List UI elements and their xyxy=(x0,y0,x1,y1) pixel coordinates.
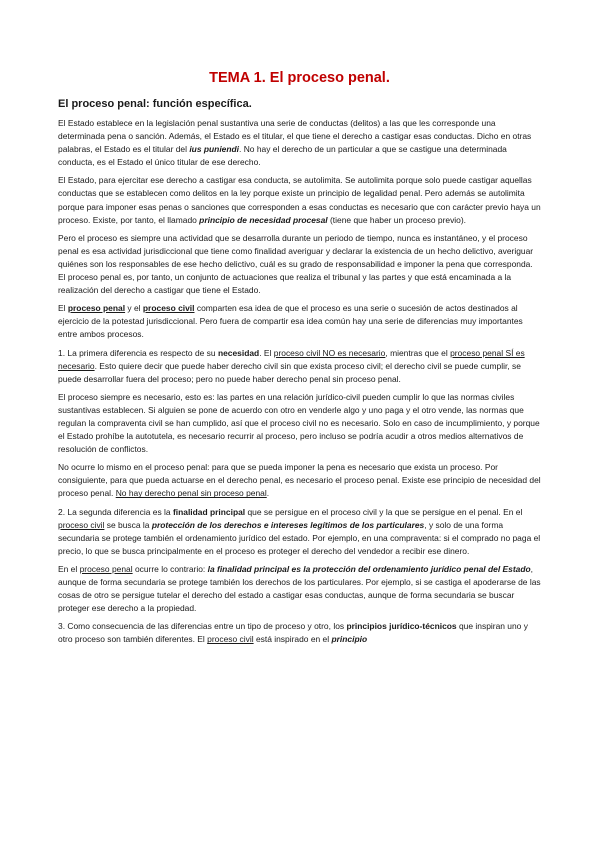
underlined-penal-si-necesario: proceso penal SÍ es necesario xyxy=(58,347,525,371)
text-run: . No hay el derecho de un particular a que se castigue una determinada conducta, es el Estado el único titular de ese derecho. xyxy=(58,144,507,168)
term-finalidad-principal: finalidad principal xyxy=(172,506,246,517)
underlined-proceso-penal: proceso penal xyxy=(79,563,133,574)
text-run: ocurre lo contrario: xyxy=(132,563,208,574)
underlined-no-hay-derecho-penal: No hay derecho penal sin proceso penal xyxy=(115,488,267,499)
paragraph-7 xyxy=(58,461,541,500)
term-proceso-penal: proceso penal xyxy=(67,303,126,314)
underlined-proceso-civil: proceso civil xyxy=(207,634,254,645)
text-run: 2. La segunda diferencia es la xyxy=(58,506,173,517)
text-run: que se persigue en el proceso civil y la que se persigue en el penal. En el xyxy=(245,506,523,517)
text-run: comparten esa idea de que el proceso es una serie o sucesión de actos destinados al ejercicio de la potestad jurisdiccional. Pero fuera de compartir esa idea común hay una serie de diferencias muy importantes entre ambos procesos. xyxy=(58,303,523,340)
text-run: , y solo de una forma secundaria se protege también el ordenamiento jurídico del estado. Por ejemplo, en una compraventa: si el comprado no paga el precio, lo que se busca principalmente en el proceso es proteger el derecho del vendedor a recibir ese dinero. xyxy=(58,519,541,556)
text-run: El xyxy=(58,303,68,314)
term-principios-juridico-tecnicos: principios jurídico-técnicos xyxy=(346,621,457,632)
section-heading: El proceso penal: función específica. xyxy=(58,98,252,110)
paragraph-10 xyxy=(58,620,541,646)
emphasis-principio: principio xyxy=(331,634,368,645)
term-proceso-civil: proceso civil xyxy=(142,303,195,314)
paragraph-1 xyxy=(58,117,541,169)
paragraph-4 xyxy=(58,302,541,341)
paragraph-2 xyxy=(58,174,541,226)
paragraph-9 xyxy=(58,563,541,615)
text-run: (tiene que haber un proceso previo). xyxy=(327,214,467,225)
text-run: En el xyxy=(58,563,80,574)
text-run: que inspiran uno y otro proceso son también diferentes. El xyxy=(58,621,528,645)
text-run: y el xyxy=(125,303,143,314)
emphasis-ius-puniendi: ius puniendi xyxy=(189,144,240,155)
text-run: 3. Como consecuencia de las diferencias entre un tipo de proceso y otro, los xyxy=(58,621,347,632)
underlined-civil-no-necesario: proceso civil NO es necesario xyxy=(273,347,386,358)
text-run: 1. La primera diferencia es respecto de su xyxy=(58,347,218,358)
text-run: El Estado, para ejercitar ese derecho a castigar esa conducta, se autolimita. Se autolimita porque solo puede castigar aquellas conductas que se establecen como delitos en la ley porque existe un principio de legalidad penal. Pero además se autolimita porque para imponer esas penas o sanciones que corresponden a esas conductas es necesario que con carácter previo haya un proceso. Existe, por tanto, el llamado xyxy=(58,175,541,225)
paragraph-5 xyxy=(58,347,541,386)
underlined-proceso-civil: proceso civil xyxy=(58,519,105,530)
emphasis-proteccion-derechos: protección de los derechos e intereses legítimos de los particulares xyxy=(151,519,425,530)
text-run: . xyxy=(266,488,270,499)
text-run: No ocurre lo mismo en el proceso penal: para que se pueda imponer la pena es necesario que exista un proceso. Por consiguiente, para que pueda actuarse en el derecho penal, es necesario el proceso penal. Existe ese principio de necesidad del proceso penal. xyxy=(58,462,541,499)
text-run: . El xyxy=(259,347,274,358)
text-run: , aunque de forma secundaria se protege también los derechos de los particulares. Por ejemplo, si se castiga el apoderarse de las cosas de otro se persigue tutelar el derecho del estado a castigar esas conductas, aunque de forma secundaria se buscar proteger ese derecho a la propiedad. xyxy=(58,563,541,614)
paragraph-8 xyxy=(58,506,541,558)
text-run: se busca la xyxy=(104,519,152,530)
paragraph-3: Pero el proceso es siempre una actividad que se desarrolla durante un periodo de tiempo, nunca es instantáneo, y el proceso penal es esa actividad jurisdiccional que tiene como finalidad averiguar y declarar la existencia de un hecho delictivo, averiguar quiénes son los responsables de ese hecho delictivo, cuál es su grado de responsabilidad e imponer la pena que corresponda. El proceso penal es, por tanto, un conjunto de actuaciones que realiza el tribunal y las partes y que está encaminada a la realización del derecho a castigar que tiene el Estado. xyxy=(58,232,534,296)
text-run: , mientras que el xyxy=(385,347,451,358)
emphasis-principio-necesidad: principio de necesidad procesal xyxy=(199,214,328,225)
text-run: está inspirado en el xyxy=(253,634,332,645)
term-necesidad: necesidad xyxy=(217,347,260,358)
paragraph-6: El proceso siempre es necesario, esto es: las partes en una relación jurídico-civil pueden cumplir lo que las normas civiles sustantivas establecen. Si alguien se pone de acuerdo con otro en venderle algo y uno paga y el otro vende, las normas que regulan la compraventa civil se han cumplido, así que el proceso civil no es necesario. Solo en caso de incumplimiento, y porque el Estado prohíbe la autotutela, es necesario recurrir al proceso, pero incluso se podría acudir a otros medios alternativos de resolución de conflictos. xyxy=(58,391,540,455)
page-title: TEMA 1. El proceso penal. xyxy=(209,70,390,86)
emphasis-finalidad-penal: la finalidad principal es la protección del ordenamiento jurídico penal del Estado xyxy=(207,563,531,574)
text-run: . Esto quiere decir que puede haber derecho civil sin que exista proceso civil; el derecho civil se puede cumplir, se puede desarrollar fuera del proceso; pero no puede haber derecho penal sin proceso penal. xyxy=(58,360,521,384)
text-run: El Estado establece en la legislación penal sustantiva una serie de conductas (delitos) a las que les corresponde una determinada pena o sanción. Además, el Estado es el titular, el que tiene el derecho a castigar esas conductas. Dicho en otras palabras, el Estado es el titular del xyxy=(58,118,532,155)
